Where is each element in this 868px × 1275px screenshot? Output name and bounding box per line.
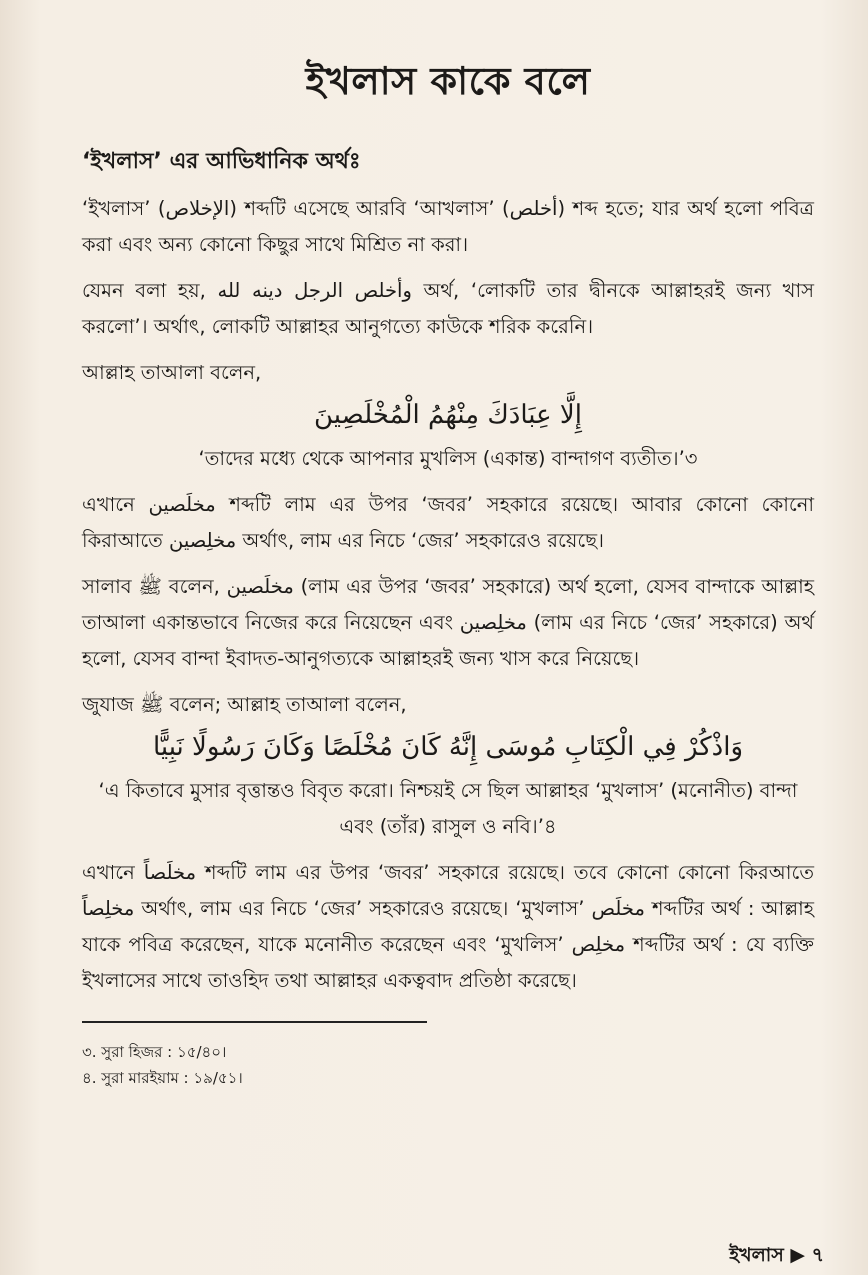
paragraph-4: এখানে مخلَصين শব্দটি লাম এর উপর ‘জবর’ সহকারে রয়েছে। আবার কোনো কোনো কিরাআতে مخلِصين অর্থাৎ, লাম এর নিচে ‘জের’ সহকারেও রয়েছে। [82, 493, 814, 552]
ayah-1: إِلَّا عِبَادَكَ مِنْهُمُ الْمُخْلَصِينَ [314, 400, 582, 430]
footnote-divider [82, 1021, 427, 1023]
paragraph-7: এখানে مخلَصاً শব্দটি লাম এর উপর ‘জবর’ সহকারে রয়েছে। তবে কোনো কোনো কিরআতে مخلِصاً অর্থাৎ, লাম এর নিচে ‘জের’ সহকারেও রয়েছে। ‘মুখলাস’ مخلَص শব্দটির অর্থ : আল্লাহ যাকে পবিত্র করেছেন, যাকে মনোনীত করেছেন এবং ‘মুখলিস’ مخلِص শব্দটির অর্থ : যে ব্যক্তি ইখলাসের সাথে তাওহিদ তথা আল্লাহর একত্ববাদ প্রতিষ্ঠা করেছে। [82, 861, 814, 992]
paragraph-2: যেমন বলা হয়, وأخلص الرجل دينه لله অর্থ, ‘লোকটি তার দ্বীনকে আল্লাহরই জন্য খাস করলো’। অর্থাৎ, লোকটি আল্লাহর আনুগত্যে কাউকে শরিক করেনি। [82, 279, 814, 338]
footnote-2: ৪. সুরা মারইয়াম : ১৯/৫১। [82, 1069, 243, 1087]
footnote-1: ৩. সুরা হিজর : ১৫/৪০। [82, 1043, 227, 1061]
page-title: ইখলাস কাকে বলে [305, 59, 591, 103]
page-footer: ইখলাস ▶ ৭ [729, 1244, 824, 1266]
paragraph-3: আল্লাহ তাআলা বলেন, [82, 361, 262, 384]
paragraph-1: ‘ইখলাস’ (الإخلاص) শব্দটি এসেছে আরবি ‘আখলাস’ (أخلص) শব্দ হতে; যার অর্থ হলো পবিত্র করা এবং অন্য কোনো কিছুর সাথে মিশ্রিত না করা। [82, 197, 815, 256]
ayah-1-meaning: ‘তাদের মধ্যে থেকে আপনার মুখলিস (একান্ত) বান্দাগণ ব্যতীত।’৩ [198, 447, 698, 470]
ayah-2: وَاذْكُرْ فِي الْكِتَابِ مُوسَى إِنَّهُ كَانَ مُخْلَصًا وَكَانَ رَسُولًا نَبِيًّا [152, 732, 744, 762]
section-heading: ‘ইখলাস’ এর আভিধানিক অর্থঃ [82, 149, 361, 174]
paragraph-5: সালাব ﷺ বলেন, مخلَصين (লাম এর উপর ‘জবর’ সহকারে) অর্থ হলো, যেসব বান্দাকে আল্লাহ তাআলা একান্তভাবে নিজের করে নিয়েছেন এবং مخلِصين (লাম এর নিচে ‘জের’ সহকারে) অর্থ হলো, যেসব বান্দা ইবাদত-আনুগত্যকে আল্লাহরই জন্য খাস করে নিয়েছে। [82, 575, 814, 670]
ayah-2-meaning: ‘এ কিতাবে মুসার বৃত্তান্তও বিবৃত করো। নিশ্চয়ই সে ছিল আল্লাহর ‘মুখলাস’ (মনোনীত) বান্দা এবং (তাঁর) রাসুল ও নবি।’৪ [98, 779, 798, 838]
page-content [82, 52, 814, 1091]
paragraph-6: জুযাজ ﷺ বলেন; আল্লাহ তাআলা বলেন, [82, 693, 407, 716]
